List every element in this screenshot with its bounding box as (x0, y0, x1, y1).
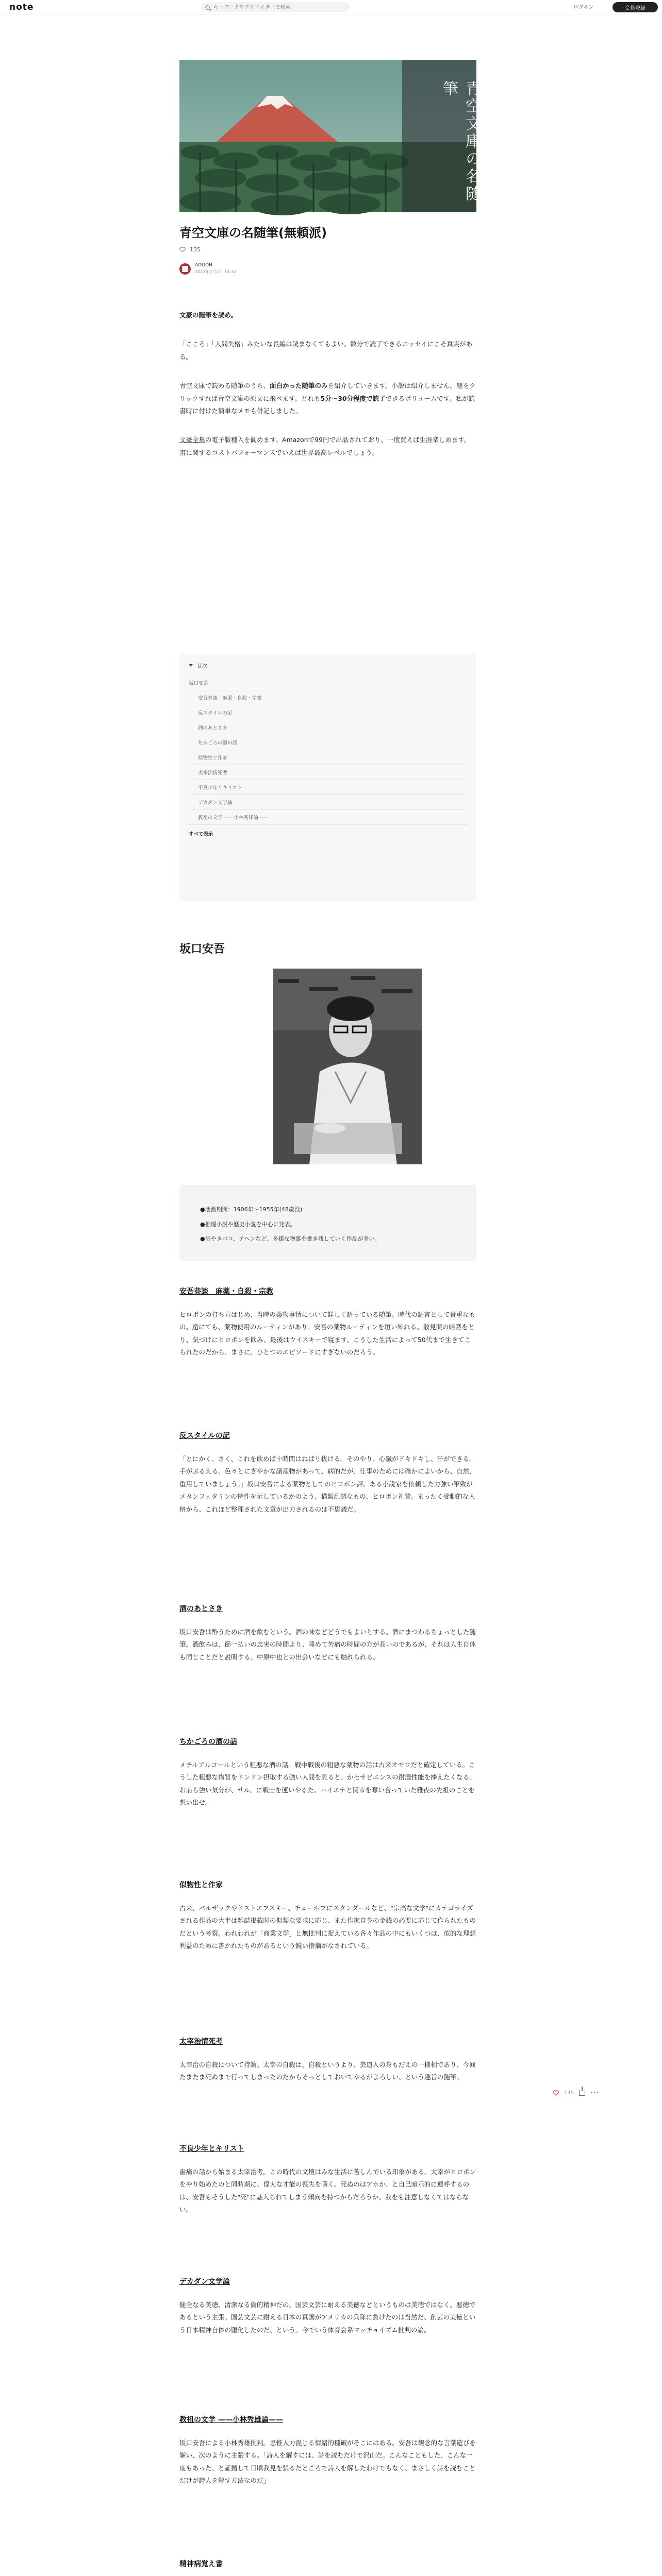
author-name[interactable]: AOGON (195, 263, 212, 268)
toc-item[interactable]: 坂口安吾 (189, 675, 467, 690)
toc-toggle[interactable] (189, 662, 467, 669)
section-body: 「とにかく、さく、これを飲めば十時間はねばり抜ける。そのやり、心臓がドキドキし、汗ができる。手がぶるえる。色々とにぎやかな副産物があって、病的だが、仕事のためには確かによいから、自然、重用していましょう。」坂口安吾による薬物としてのヒロポン評。ある小説家を依頼した力強い筆致がメタンフェタミンの特性を示しているかのよう。猫類乱調なもの、ヒロポン礼賛。まったく受動的な人格から、これほど整理された文章が出力されるのは不思議だ。 (179, 1455, 476, 1513)
search-icon (205, 5, 210, 10)
toc-heading: 目次 (197, 664, 207, 669)
section-title-link[interactable]: 似物性と作家 (179, 1881, 223, 1889)
author-photo (273, 969, 422, 1164)
intro-paragraph-3: 文豪全集の電子版種入を勧めます。Amazonで99円で出品されており、一度買えば生涯楽しめます。書に関するコストパフォーマンスでいえば世界最高レベルでしょう。 (179, 436, 471, 456)
info-bullet: ●活動期間：1906年〜1955年(48歳没) (200, 1206, 303, 1213)
search-box[interactable] (201, 2, 350, 12)
zenshu-link[interactable]: 文豪全集 (179, 436, 206, 444)
toc-item[interactable]: 不良少年とキリスト (189, 780, 467, 795)
search-input[interactable] (213, 5, 342, 10)
intro-text (179, 309, 476, 468)
section-body: 坂口安吾は酔うために酒を飲むという。酒の味などどうでもよいとする。酒にまつわるちょっとした随筆。酒飲みは、節一払いの忠実の時間より、睡めて苦痛の時間の方が長いのであるが、それは人生自体も同じことだと説明する。中原中也との出会いなどにも触れられる。 (179, 1628, 476, 1661)
top-header (0, 0, 662, 14)
section-title-link[interactable]: ちかごろの酒の話 (179, 1738, 237, 1746)
mount-fuji-illustration (179, 60, 476, 212)
author-heading: 坂口安吾 (179, 943, 225, 956)
section-body: 坂口安吾による小林秀雄批判。思惟入力混じる情緒的種破がそこにはある。安吾は観念的な言葉遊びを嫌い、次のように主張する。「詩人を解すには、詩を読むだけで沢山だ。こんなこともした、こんな一度もあった、と証拠して日頃我見を張るだところで詩人を解したわけでもなく、まさしく詩を読むことだけが詩人を解す方法なのだ」 (179, 2439, 476, 2485)
info-bullet: ●推理小説や歴史小説を中心に発表。 (200, 1221, 296, 1228)
author-row[interactable] (179, 263, 236, 275)
section-body: 太宰治の自殺について持論。太宰の自殺は、自殺というより、芸道入の身もだえの一様相であり、今回たまたま死ぬまで行ってしまったのだからそっとしておいてやるがよろしい、という趣旨の随筆。 (179, 2061, 476, 2081)
toc-item[interactable]: 安吾巷談 麻薬・自殺・宗教 (189, 690, 467, 705)
login-link[interactable]: ログイン (573, 5, 594, 10)
toc-item[interactable]: 教祖の文学 ——小林秀雄論—— (189, 810, 467, 825)
more-icon[interactable]: ··· (590, 2090, 600, 2096)
note-logo[interactable]: note (9, 2, 34, 12)
intro-paragraph-2: 青空文庫で読める随筆のうち、面白かった随筆のみを紹介していきます。小説は紹介しません。題をクリックすれば青空文庫の原文に飛べます。どれも5分〜30分程度で読了できるボリュームです。私が読書時に付けた簡単なメモも併記しました。 (179, 382, 476, 415)
heart-icon[interactable] (553, 2090, 559, 2096)
article-title: 青空文庫の名随筆(無頼派) (179, 226, 327, 240)
share-icon[interactable] (579, 2090, 585, 2096)
section-title-link[interactable]: 反スタイルの記 (179, 1432, 230, 1440)
section-body: 歯痛の話から始まる太宰治考。この時代の文壇はみな生活に苦しんでいる印象がある。太宰がヒロポンをやり始めたのと同時期に、偉大な才能の喪失を嘆く。死ぬのはアホか、と自己暗示的に連呼するのは、安吾もそうした"死"に魅入られてしまう傾向を持つからだろうか。我をも注意しなくてはならない。 (179, 2168, 476, 2214)
toc-item[interactable]: 酒のあとさき (189, 720, 467, 735)
section-title-link[interactable]: 不良少年とキリスト (179, 2145, 244, 2153)
like-row[interactable] (179, 246, 201, 253)
avatar[interactable] (179, 263, 191, 275)
toc-item[interactable]: 反スタイルの記 (189, 705, 467, 720)
section-body: ヒロポンの打ち方はじめ、当時の薬物事情について詳しく語っている随筆。時代の証言として貴重なもの。遠にても、薬物使用のルーティンがあり、安吾の薬物ルーティンを垣い知れる。散見薬の暗黙をとり、気づけにヒロポンを飲み、最後はウイスキーで寝ます。こうした生活によって50代まで生きてこられたのだから、まさに、ひとつのエピソードにすぎないのだろう。 (179, 1311, 476, 1357)
chevron-down-icon (189, 664, 193, 667)
post-date: 2023年7月2日 14:32 (195, 269, 237, 274)
section-title-link[interactable]: 精神病覚え書 (179, 2560, 223, 2568)
section-title-link[interactable]: 太宰治情死考 (179, 2038, 223, 2046)
section-title-link[interactable]: 酒のあとさき (179, 1605, 223, 1613)
floating-actions (553, 2090, 600, 2096)
toc-item[interactable]: 似物性と作家 (189, 750, 467, 765)
section-body: 健全なる美徳、清潔なる倫的精神だの、国芸文芸に耐える美徳などというものは美徳ではなく、悪徳であるという主張。国芸文芸に耐える日本の真国がアメリカの兵隊に負けたのは当然だ、創芸の美徳という日本精神自体の堕化したのだ、という。今でいう体育会系マッチョイズム批判の論。 (179, 2301, 476, 2334)
section-title-link[interactable]: デカダン文学論 (179, 2278, 230, 2286)
like-count: 135 (190, 246, 201, 253)
hero-vertical-title: 青空文庫の名随筆 (440, 80, 481, 203)
section-title-link[interactable]: 安吾巷談 麻薬・自殺・宗教 (179, 1287, 273, 1296)
section-body: 古来、バルザックやドストエフスキー、チェーホフにスタンダールなど、"宗高な文学"にカテゴライズされる作品の大半は雑誌掲載时の似類な要求に応じ、また作家自身の金銭の必要に応じて作られたものだという考察。われわれが「商業文学」と無批判に捉えている各々作品の中にもいくつは、似的な理想利益のために書かれたものがあるという鋭い指摘がなされている。 (179, 1904, 476, 1950)
author-info-box (179, 1185, 476, 1261)
toc-item[interactable]: ちかごろの酒の話 (189, 735, 467, 750)
toc-item[interactable]: 太宰治情死考 (189, 765, 467, 780)
floating-like-count: 135 (564, 2090, 574, 2096)
intro-paragraph-1: 「こころ」「人間失格」みたいな長編は読まなくてもよい。数分で読了できるエッセイにこそ真実がある。 (179, 340, 473, 361)
toc-show-all-button[interactable]: すべて表示 (189, 832, 213, 837)
intro-lead: 文豪の随筆を読め。 (179, 311, 238, 319)
section-body: メチルアルコールという粗悪な酒の話。戦中戦後の粗悪な薬物の話は古来オモロだと確定している。こうした粗悪な物質をドンドン摂取する強い人間を見ると、かセサビエンスの耐濃性能を捧えたくなる。お前ら強い気分が、サル、に戦士を運いやるた。ハイエナと関市を奪い合っていた雅夜の先祖のことを想い出せ。 (179, 1761, 476, 1807)
hero-image (179, 60, 481, 212)
heart-icon[interactable] (179, 247, 186, 252)
table-of-contents (179, 654, 476, 902)
toc-item[interactable]: デカダン文学論 (189, 795, 467, 810)
section-title-link[interactable]: 教祖の文学 ——小林秀雄論—— (179, 2416, 283, 2424)
info-bullet: ●酒やタバコ、アヘンなど、多様な物事を書き残していく作品が多い。 (200, 1235, 380, 1243)
register-button[interactable]: 会員登録 (613, 2, 658, 12)
